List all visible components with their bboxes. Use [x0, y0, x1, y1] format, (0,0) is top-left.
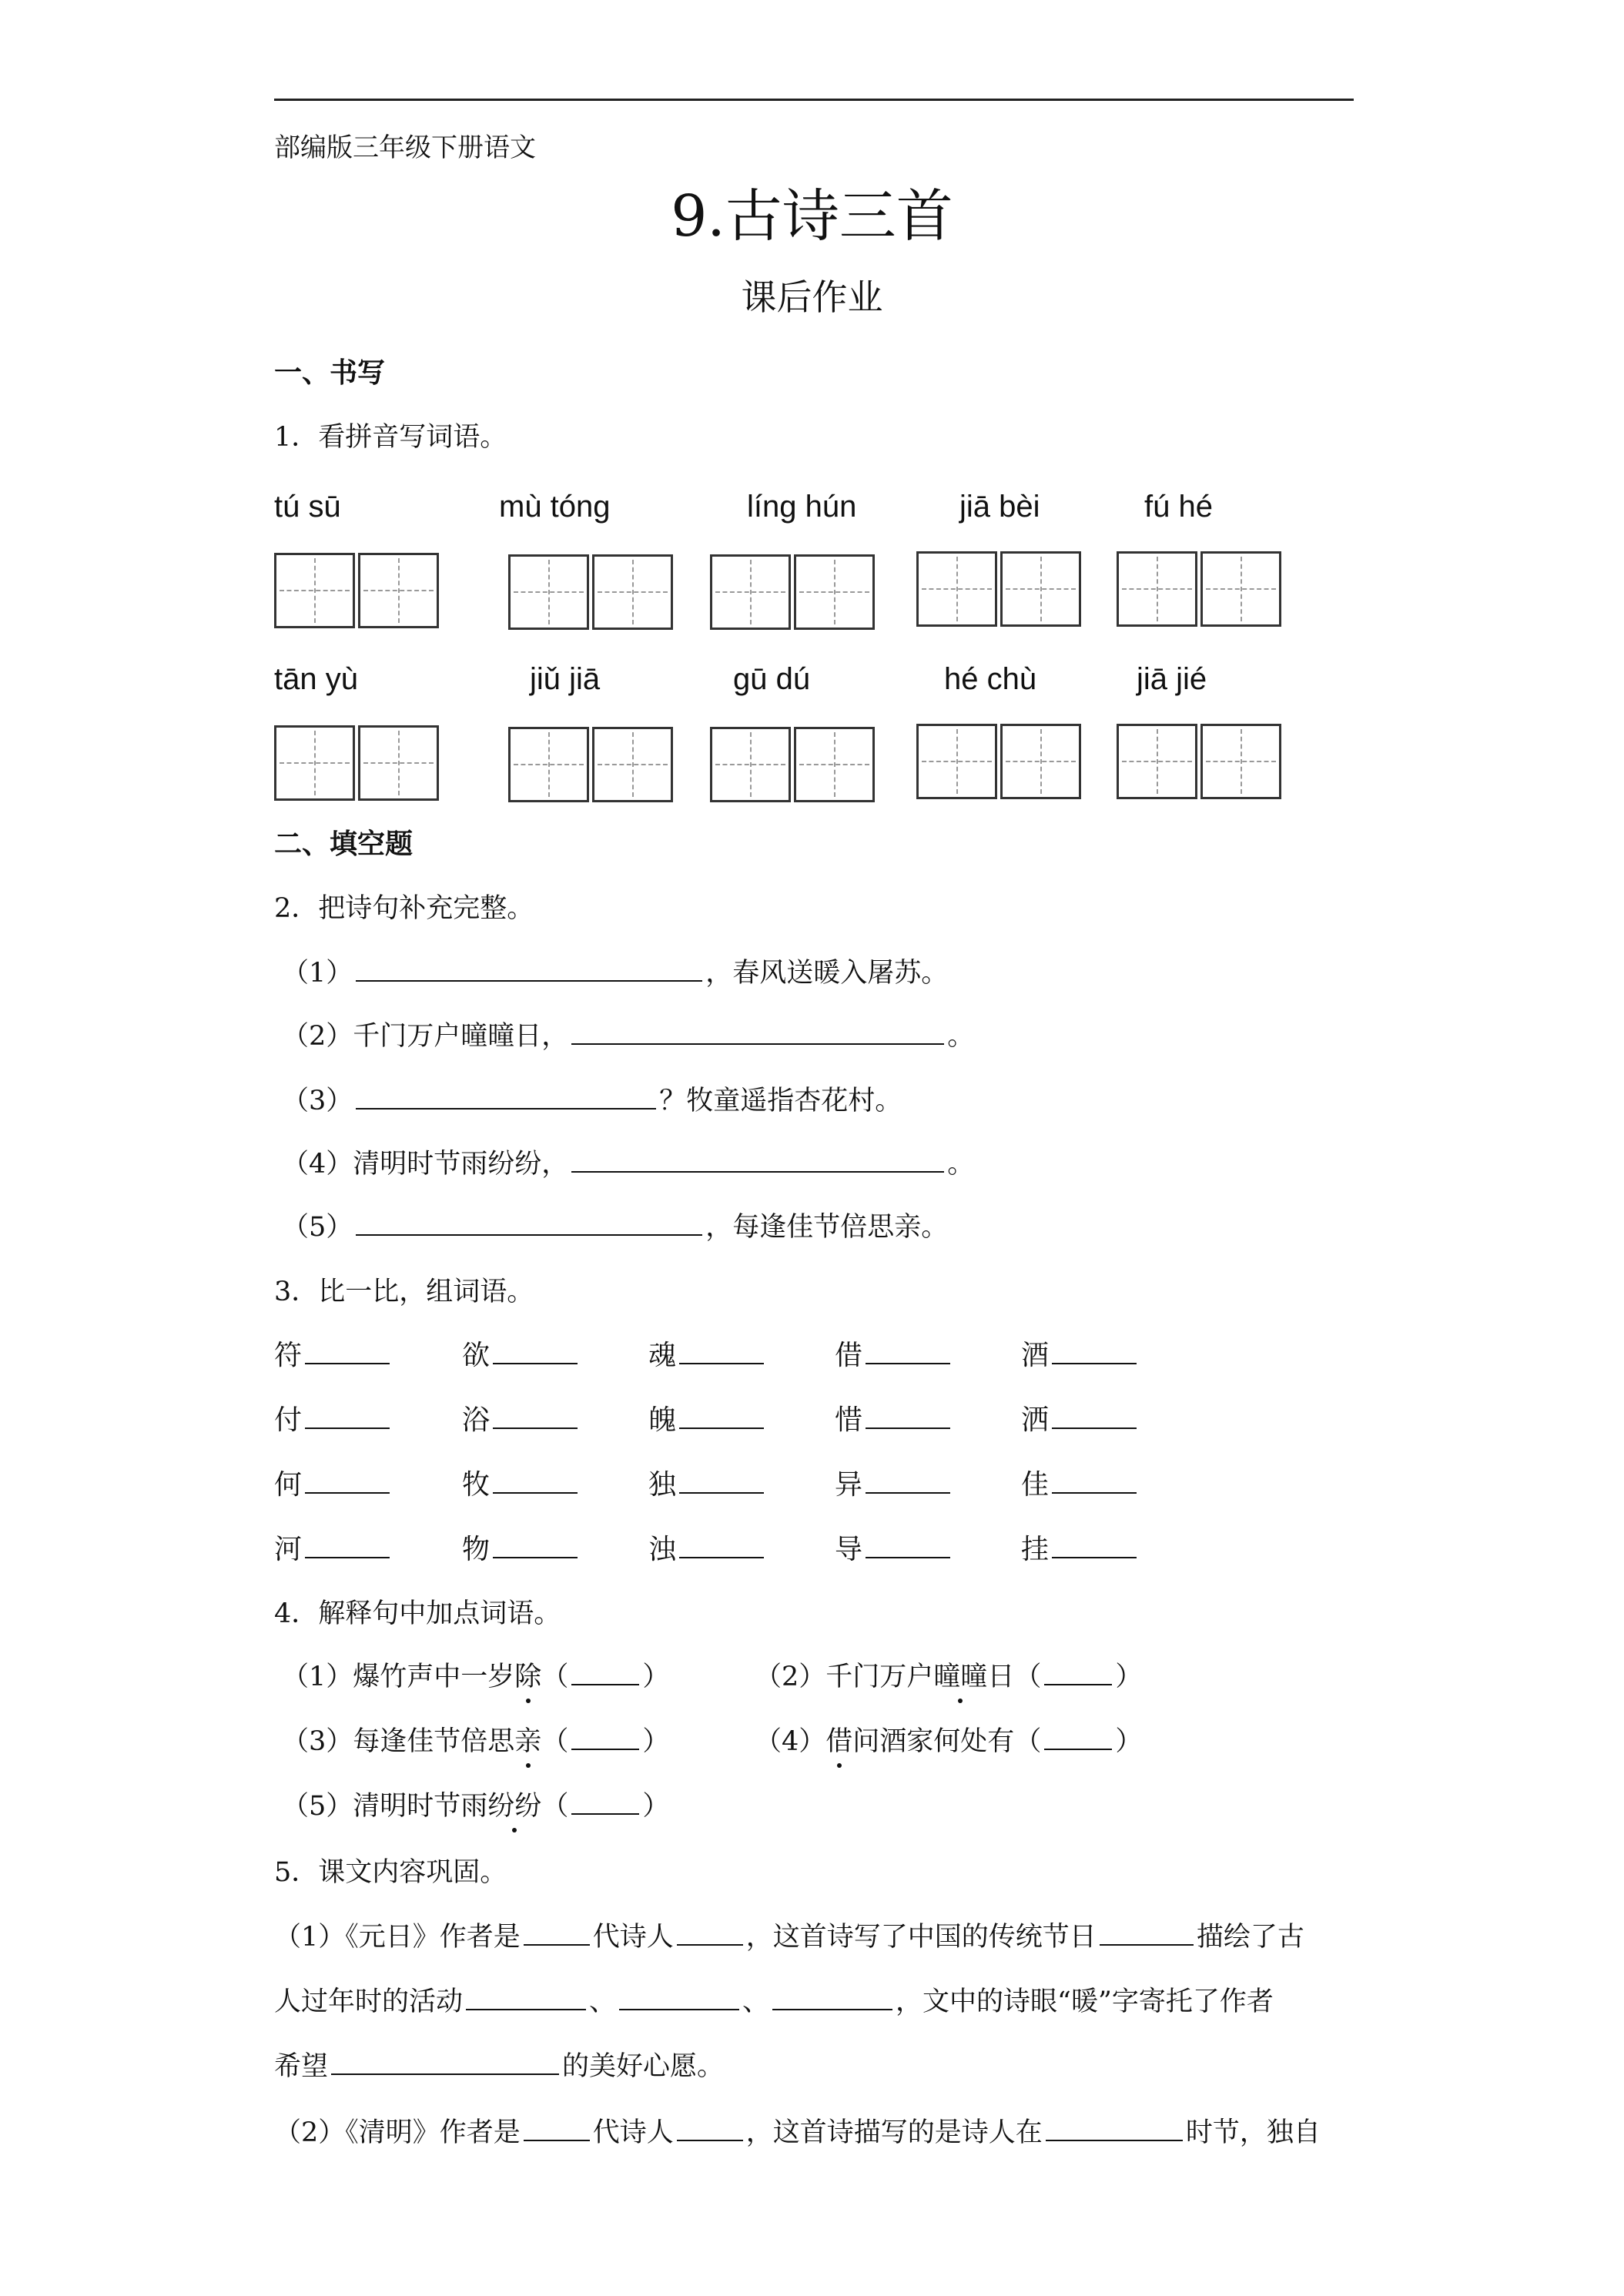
compare-word: 欲 [462, 1334, 581, 1373]
q2-prompt: 2．把诗句补充完整。 [274, 893, 534, 924]
answer-blank[interactable] [679, 1340, 764, 1364]
answer-blank[interactable] [493, 1469, 578, 1494]
writing-box[interactable] [710, 554, 791, 630]
answer-blank[interactable] [493, 1340, 578, 1364]
dotted-word: 纷纷 [487, 1785, 541, 1823]
compare-word: 浴 [462, 1398, 581, 1438]
answer-blank[interactable] [866, 1469, 950, 1494]
compare-word: 物 [462, 1528, 581, 1567]
answer-blank[interactable] [1052, 1469, 1137, 1494]
answer-blank[interactable] [866, 1404, 950, 1429]
compare-word: 符 [274, 1334, 393, 1373]
answer-blank[interactable] [305, 1534, 390, 1558]
writing-box[interactable] [710, 727, 791, 802]
writing-box[interactable] [274, 553, 355, 628]
writing-box-pair[interactable] [274, 553, 439, 628]
answer-blank[interactable] [331, 2050, 559, 2075]
compare-word: 浊 [648, 1528, 767, 1567]
pinyin-label: jiǔ jiā [530, 662, 601, 696]
compare-word: 酒 [1021, 1334, 1140, 1373]
answer-blank[interactable] [493, 1404, 578, 1429]
answer-blank[interactable] [679, 1534, 764, 1558]
answer-blank[interactable] [493, 1534, 578, 1558]
writing-box[interactable] [916, 551, 997, 627]
compare-word: 挂 [1021, 1528, 1140, 1567]
compare-word: 异 [835, 1463, 953, 1502]
compare-word: 导 [835, 1528, 953, 1567]
q4-prompt: 4．解释句中加点词语。 [274, 1598, 561, 1629]
answer-blank[interactable] [305, 1469, 390, 1494]
section-heading-writing: 一、书写 [274, 357, 386, 389]
answer-blank[interactable] [356, 1085, 656, 1110]
answer-blank[interactable] [1044, 1725, 1112, 1750]
writing-box[interactable] [508, 727, 589, 802]
page-subtitle: 课后作业 [741, 276, 883, 318]
writing-box[interactable] [508, 554, 589, 630]
pinyin-label: gū dú [733, 662, 811, 696]
pinyin-label: tú sū [274, 490, 341, 524]
compare-word: 借 [835, 1334, 953, 1373]
writing-box[interactable] [1117, 724, 1197, 799]
answer-blank[interactable] [1044, 1661, 1112, 1685]
pinyin-label: fú hé [1144, 490, 1213, 524]
answer-blank[interactable] [571, 1148, 944, 1173]
pinyin-label: hé chù [944, 662, 1037, 696]
writing-box-pair[interactable] [916, 551, 1081, 627]
compare-word: 何 [274, 1463, 393, 1502]
answer-blank[interactable] [1052, 1340, 1137, 1364]
writing-box-pair[interactable] [1117, 724, 1281, 799]
pinyin-label: jiā jié [1137, 662, 1207, 696]
writing-box[interactable] [1000, 724, 1081, 799]
compare-word: 独 [648, 1463, 767, 1502]
answer-blank[interactable] [866, 1534, 950, 1558]
answer-blank[interactable] [679, 1469, 764, 1494]
answer-blank[interactable] [1052, 1534, 1137, 1558]
answer-blank[interactable] [1046, 2117, 1183, 2141]
q4-item: （3）每逢佳节倍思亲（ ） [282, 1720, 669, 1759]
compare-word: 魂 [648, 1334, 767, 1373]
q2-item: （3） ？牧童遥指杏花村。 [282, 1086, 902, 1116]
writing-box[interactable] [274, 725, 355, 801]
answer-blank[interactable] [466, 1986, 586, 2010]
q5-paragraph-2-line-1: （2）《清明》作者是 代诗人 ，这首诗描写的是诗人在 时节，独自 [274, 2117, 1321, 2148]
compare-word: 洒 [1021, 1398, 1140, 1438]
textbook-label: 部编版三年级下册语文 [274, 132, 536, 163]
answer-blank[interactable] [356, 1211, 702, 1236]
writing-box-pair[interactable] [916, 724, 1081, 799]
compare-word: 河 [274, 1528, 393, 1567]
answer-blank[interactable] [571, 1790, 639, 1815]
pinyin-label: mù tóng [499, 490, 611, 524]
section-heading-fill-in: 二、填空题 [274, 828, 414, 860]
answer-blank[interactable] [677, 2117, 743, 2141]
header-rule [274, 99, 1354, 101]
answer-blank[interactable] [571, 1661, 639, 1685]
writing-box-pair[interactable] [710, 554, 875, 630]
dotted-word: 曈曈 [933, 1655, 987, 1694]
writing-box[interactable] [1200, 724, 1281, 799]
answer-blank[interactable] [677, 1921, 743, 1946]
writing-box[interactable] [592, 727, 673, 802]
writing-box[interactable] [358, 553, 439, 628]
compare-word: 牧 [462, 1463, 581, 1502]
answer-blank[interactable] [305, 1340, 390, 1364]
q2-item: （5） ，每逢佳节倍思亲。 [282, 1212, 949, 1243]
answer-blank[interactable] [356, 957, 702, 982]
writing-box[interactable] [1117, 551, 1197, 627]
q4-item: （5）清明时节雨纷纷（ ） [282, 1785, 669, 1823]
q2-item: （2）千门万户曈曈日， 。 [282, 1021, 975, 1052]
answer-blank[interactable] [305, 1404, 390, 1429]
writing-box[interactable] [916, 724, 997, 799]
answer-blank[interactable] [619, 1986, 739, 2010]
q2-item: （4）清明时节雨纷纷， 。 [282, 1149, 975, 1180]
compare-word: 佳 [1021, 1463, 1140, 1502]
dotted-word: 亲 [514, 1720, 541, 1759]
q5-paragraph-1-line-2: 人过年时的活动 、 、 ，文中的诗眼“暖”字寄托了作者 [274, 1986, 1274, 2017]
answer-blank[interactable] [772, 1986, 892, 2010]
writing-box[interactable] [1000, 551, 1081, 627]
pinyin-label: tān yù [274, 662, 358, 696]
answer-blank[interactable] [571, 1020, 944, 1045]
writing-box[interactable] [592, 554, 673, 630]
answer-blank[interactable] [1052, 1404, 1137, 1429]
answer-blank[interactable] [679, 1404, 764, 1429]
dotted-word: 除 [514, 1655, 541, 1694]
q5-paragraph-1-line-3: 希望 的美好心愿。 [274, 2051, 725, 2082]
page-title: 9.古诗三首 [671, 183, 953, 249]
compare-word: 付 [274, 1398, 393, 1438]
q1-prompt: 1．看拼音写词语。 [274, 422, 507, 453]
dotted-word: 借 [825, 1720, 852, 1759]
writing-box-pair[interactable] [508, 554, 673, 630]
writing-box[interactable] [358, 725, 439, 801]
answer-blank[interactable] [524, 2117, 590, 2141]
answer-blank[interactable] [1100, 1921, 1194, 1946]
writing-box[interactable] [794, 727, 875, 802]
writing-box[interactable] [794, 554, 875, 630]
q4-item: （2）千门万户曈曈日（ ） [755, 1655, 1142, 1694]
answer-blank[interactable] [524, 1921, 590, 1946]
compare-word: 魄 [648, 1398, 767, 1438]
q4-item: （1）爆竹声中一岁除（ ） [282, 1655, 669, 1694]
writing-box-pair[interactable] [274, 725, 439, 801]
writing-box-pair[interactable] [508, 727, 673, 802]
q2-item: （1） ，春风送暖入屠苏。 [282, 958, 949, 989]
writing-box[interactable] [1200, 551, 1281, 627]
writing-box-pair[interactable] [1117, 551, 1281, 627]
answer-blank[interactable] [866, 1340, 950, 1364]
answer-blank[interactable] [571, 1725, 639, 1750]
q4-item: （4）借问酒家何处有（ ） [755, 1720, 1142, 1759]
q3-prompt: 3．比一比，组词语。 [274, 1277, 534, 1307]
q5-prompt: 5．课文内容巩固。 [274, 1857, 507, 1888]
writing-box-pair[interactable] [710, 727, 875, 802]
pinyin-label: líng hún [747, 490, 857, 524]
q5-paragraph-1-line-1: （1）《元日》作者是 代诗人 ，这首诗写了中国的传统节日 描绘了古 [274, 1922, 1304, 1953]
compare-word: 惜 [835, 1398, 953, 1438]
pinyin-label: jiā bèi [959, 490, 1040, 524]
